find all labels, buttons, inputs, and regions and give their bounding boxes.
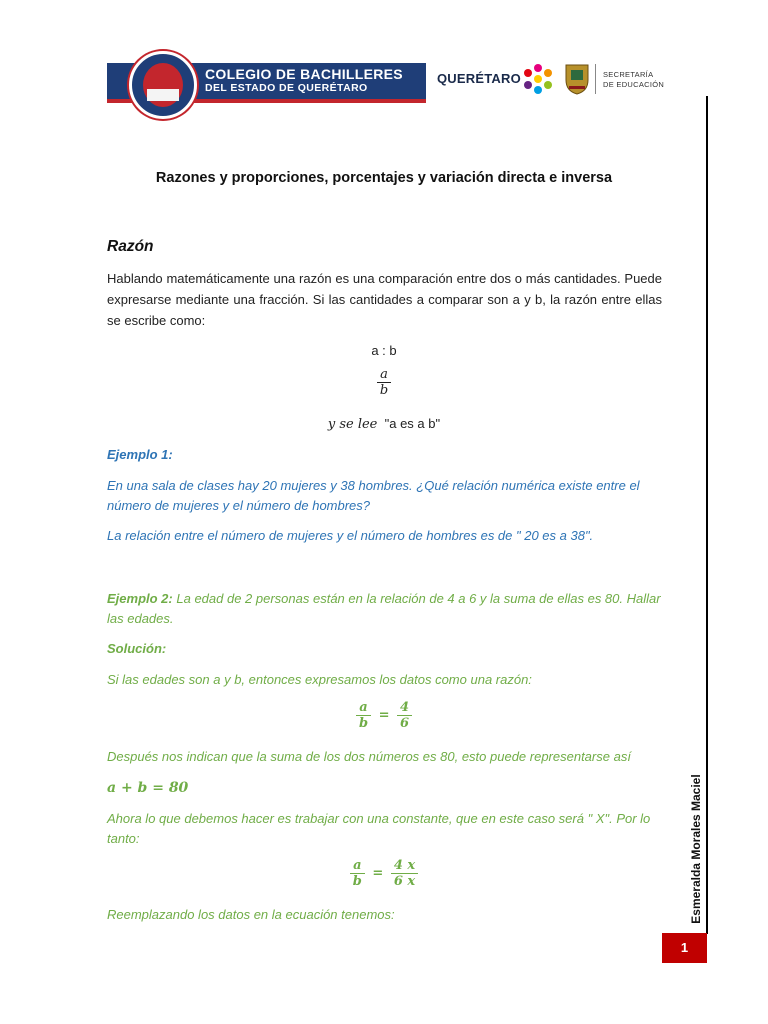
- section-heading: Razón: [107, 238, 154, 255]
- example1-statement: En una sala de clases hay 20 mujeres y 38 hombres. ¿Qué relación numérica existe entre el número de mujeres y el número de hombres?: [107, 478, 640, 513]
- example1-answer: La relación entre el número de mujeres y el número de hombres es de " 20 es a 38".: [107, 528, 594, 543]
- intro-paragraph: Hablando matemáticamente una razón es una comparación entre dos o más cantidades. Puede expresarse mediante una fracción. Si las cantidades a comparar son a y b, la razón entre ellas se escribe como:: [107, 271, 662, 328]
- example1-heading: Ejemplo 1:: [107, 447, 173, 462]
- equation-sum: a + b = 80: [107, 780, 189, 796]
- step1-text: Si las edades son a y b, entonces expresamos los datos como una razón:: [107, 672, 532, 687]
- college-name-line2: DEL ESTADO DE QUERÉTARO: [205, 82, 368, 94]
- solution-label: Solución:: [107, 641, 167, 656]
- college-name-line1: COLEGIO DE BACHILLERES: [205, 66, 403, 82]
- page-number: 1: [662, 933, 707, 963]
- header-divider: [595, 64, 596, 94]
- college-banner: [107, 63, 426, 103]
- ratio-fraction: $\frac{a}{b}$: [0, 367, 768, 398]
- ratio-reading: y se lee "a es a b": [327, 416, 441, 432]
- step4-text: Reemplazando los datos en la ecuación tenemos:: [107, 907, 395, 922]
- state-shield-icon: [563, 62, 591, 96]
- margin-line: [706, 96, 708, 934]
- author-vertical: Esmeralda Morales Maciel: [689, 774, 703, 924]
- page-title: Razones y proporciones, porcentajes y variación directa e inversa: [155, 170, 613, 186]
- queretaro-flower-icon: [521, 62, 555, 96]
- step3-text: Ahora lo que debemos hacer es trabajar con una constante, que en este caso será " X". Por lo tanto:: [107, 811, 651, 846]
- equation-constant: $\frac{a}{b}$ = $\frac{4 x}{6 x}$: [0, 858, 768, 889]
- example2-statement: Ejemplo 2: La edad de 2 personas están en la relación de 4 a 6 y la suma de ellas es 80. Hallar las edades.: [107, 591, 661, 626]
- step2-text: Después nos indican que la suma de los dos números es 80, esto puede representarse así: [107, 749, 631, 764]
- secretaria-label: SECRETARÍA DE EDUCACIÓN: [603, 70, 665, 89]
- equation-ratio: $\frac{a}{b}$ = $\frac{4}{6}$: [0, 700, 768, 731]
- ratio-notation: a : b: [371, 343, 397, 358]
- college-logo-icon: [129, 51, 197, 119]
- state-name: QUERÉTARO: [437, 71, 521, 86]
